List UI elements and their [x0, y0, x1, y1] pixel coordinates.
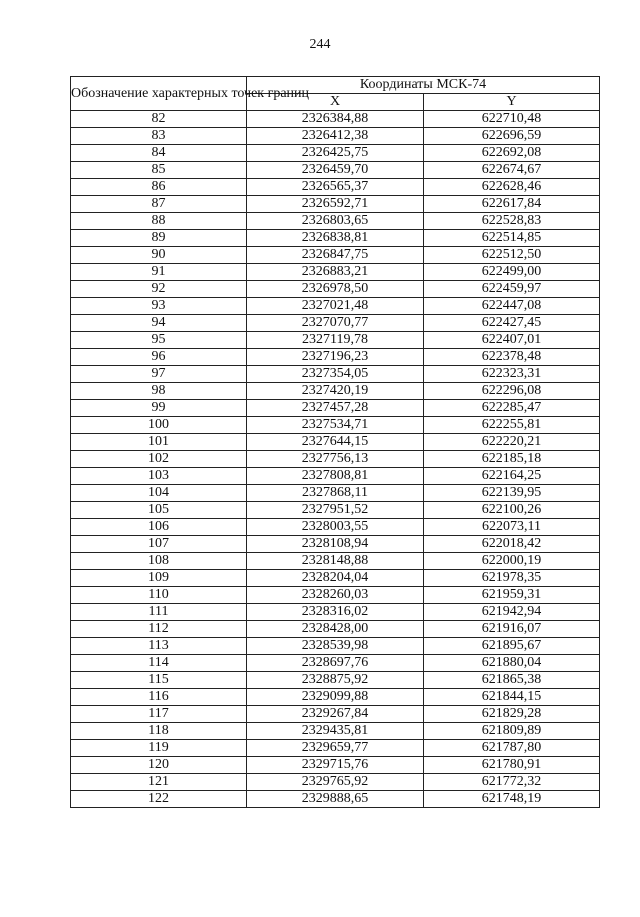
x-coordinate-cell: 2328697,76: [247, 655, 424, 672]
table-row: [71, 604, 600, 621]
y-coordinate-cell: 622000,19: [424, 553, 600, 570]
point-id-cell: 95: [71, 332, 247, 349]
x-coordinate-cell: 2327808,81: [247, 468, 424, 485]
point-id-cell: 119: [71, 740, 247, 757]
point-id-cell: 98: [71, 383, 247, 400]
table-row: [71, 400, 600, 417]
table-row: [71, 570, 600, 587]
point-id-cell: 83: [71, 128, 247, 145]
y-coordinate-cell: 622692,08: [424, 145, 600, 162]
table-row: [71, 519, 600, 536]
y-coordinate-cell: 621865,38: [424, 672, 600, 689]
x-coordinate-cell: 2326425,75: [247, 145, 424, 162]
x-coordinate-cell: 2326412,38: [247, 128, 424, 145]
x-coordinate-cell: 2328875,92: [247, 672, 424, 689]
y-coordinate-cell: 621844,15: [424, 689, 600, 706]
point-id-cell: 97: [71, 366, 247, 383]
x-coordinate-cell: 2327534,71: [247, 417, 424, 434]
point-id-cell: 120: [71, 757, 247, 774]
x-coordinate-cell: 2326883,21: [247, 264, 424, 281]
y-coordinate-cell: 622185,18: [424, 451, 600, 468]
x-coordinate-cell: 2326384,88: [247, 111, 424, 128]
coordinates-system-header: Координаты МСК-74: [247, 77, 600, 94]
y-coordinate-cell: 622323,31: [424, 366, 600, 383]
table-row: [71, 196, 600, 213]
point-id-cell: 114: [71, 655, 247, 672]
y-coordinate-cell: 621780,91: [424, 757, 600, 774]
y-coordinate-cell: 621959,31: [424, 587, 600, 604]
y-coordinate-cell: 622628,46: [424, 179, 600, 196]
point-id-cell: 85: [71, 162, 247, 179]
table-row: [71, 145, 600, 162]
table-row: [71, 162, 600, 179]
y-coordinate-cell: 622164,25: [424, 468, 600, 485]
x-coordinate-cell: 2329099,88: [247, 689, 424, 706]
x-coordinate-cell: 2329435,81: [247, 723, 424, 740]
table-row: [71, 230, 600, 247]
x-coordinate-cell: 2326978,50: [247, 281, 424, 298]
x-coordinate-cell: 2328108,94: [247, 536, 424, 553]
point-id-cell: 118: [71, 723, 247, 740]
x-coordinate-cell: 2326592,71: [247, 196, 424, 213]
y-coordinate-cell: 621809,89: [424, 723, 600, 740]
table-row: [71, 111, 600, 128]
x-coordinate-cell: 2327070,77: [247, 315, 424, 332]
y-coordinate-cell: 622674,67: [424, 162, 600, 179]
x-coordinate-cell: 2328260,03: [247, 587, 424, 604]
table-row: [71, 434, 600, 451]
y-coordinate-cell: 621748,19: [424, 791, 600, 808]
x-coordinate-cell: 2326459,70: [247, 162, 424, 179]
point-id-cell: 88: [71, 213, 247, 230]
table-row: [71, 706, 600, 723]
table-row: [71, 791, 600, 808]
x-coordinate-cell: 2327420,19: [247, 383, 424, 400]
x-coordinate-cell: 2327868,11: [247, 485, 424, 502]
points-column-header: Обозначение характерных точек границ: [71, 77, 247, 111]
table-row: [71, 349, 600, 366]
table-row: [71, 655, 600, 672]
y-coordinate-cell: 622139,95: [424, 485, 600, 502]
table-row: [71, 553, 600, 570]
x-coordinate-cell: 2329888,65: [247, 791, 424, 808]
point-id-cell: 117: [71, 706, 247, 723]
table-body: [71, 111, 600, 808]
y-coordinate-cell: 622710,48: [424, 111, 600, 128]
y-coordinate-cell: 621787,80: [424, 740, 600, 757]
y-coordinate-cell: 622296,08: [424, 383, 600, 400]
x-coordinate-cell: 2327354,05: [247, 366, 424, 383]
point-id-cell: 113: [71, 638, 247, 655]
point-id-cell: 107: [71, 536, 247, 553]
x-coordinate-cell: 2327196,23: [247, 349, 424, 366]
table-row: [71, 536, 600, 553]
point-id-cell: 111: [71, 604, 247, 621]
x-coordinate-cell: 2326847,75: [247, 247, 424, 264]
y-coordinate-cell: 622220,21: [424, 434, 600, 451]
table-row: [71, 315, 600, 332]
point-id-cell: 103: [71, 468, 247, 485]
y-coordinate-cell: 622696,59: [424, 128, 600, 145]
table-row: [71, 247, 600, 264]
point-id-cell: 104: [71, 485, 247, 502]
y-coordinate-cell: 621978,35: [424, 570, 600, 587]
point-id-cell: 116: [71, 689, 247, 706]
x-coordinate-cell: 2326838,81: [247, 230, 424, 247]
point-id-cell: 105: [71, 502, 247, 519]
y-column-header: Y: [424, 94, 600, 111]
point-id-cell: 84: [71, 145, 247, 162]
y-coordinate-cell: 621880,04: [424, 655, 600, 672]
table-row: [71, 723, 600, 740]
table-row: [71, 383, 600, 400]
x-coordinate-cell: 2328204,04: [247, 570, 424, 587]
x-coordinate-cell: 2329659,77: [247, 740, 424, 757]
y-coordinate-cell: 622447,08: [424, 298, 600, 315]
x-coordinate-cell: 2328428,00: [247, 621, 424, 638]
x-coordinate-cell: 2328316,02: [247, 604, 424, 621]
table-row: [71, 468, 600, 485]
point-id-cell: 94: [71, 315, 247, 332]
point-id-cell: 96: [71, 349, 247, 366]
x-coordinate-cell: 2327119,78: [247, 332, 424, 349]
point-id-cell: 92: [71, 281, 247, 298]
x-coordinate-cell: 2329765,92: [247, 774, 424, 791]
point-id-cell: 106: [71, 519, 247, 536]
y-coordinate-cell: 622407,01: [424, 332, 600, 349]
coordinates-table: [70, 76, 600, 808]
y-coordinate-cell: 621829,28: [424, 706, 600, 723]
y-coordinate-cell: 622378,48: [424, 349, 600, 366]
table-row: [71, 298, 600, 315]
point-id-cell: 87: [71, 196, 247, 213]
x-coordinate-cell: 2327021,48: [247, 298, 424, 315]
table-row: [71, 417, 600, 434]
table-row: [71, 638, 600, 655]
table-row: [71, 451, 600, 468]
x-coordinate-cell: 2327644,15: [247, 434, 424, 451]
point-id-cell: 100: [71, 417, 247, 434]
point-id-cell: 89: [71, 230, 247, 247]
table-row: [71, 128, 600, 145]
point-id-cell: 90: [71, 247, 247, 264]
table-row: [71, 621, 600, 638]
point-id-cell: 122: [71, 791, 247, 808]
table-row: [71, 213, 600, 230]
table-row: [71, 502, 600, 519]
table-row: [71, 740, 600, 757]
x-coordinate-cell: 2327951,52: [247, 502, 424, 519]
y-coordinate-cell: 622499,00: [424, 264, 600, 281]
x-coordinate-cell: 2328003,55: [247, 519, 424, 536]
x-coordinate-cell: 2327457,28: [247, 400, 424, 417]
point-id-cell: 102: [71, 451, 247, 468]
point-id-cell: 109: [71, 570, 247, 587]
x-coordinate-cell: 2329715,76: [247, 757, 424, 774]
y-coordinate-cell: 622459,97: [424, 281, 600, 298]
point-id-cell: 110: [71, 587, 247, 604]
x-coordinate-cell: 2327756,13: [247, 451, 424, 468]
x-coordinate-cell: 2328148,88: [247, 553, 424, 570]
table-row: [71, 485, 600, 502]
table-row: [71, 587, 600, 604]
table-row: [71, 281, 600, 298]
y-coordinate-cell: 622427,45: [424, 315, 600, 332]
y-coordinate-cell: 621942,94: [424, 604, 600, 621]
y-coordinate-cell: 622100,26: [424, 502, 600, 519]
table-row: [71, 689, 600, 706]
table-row: [71, 672, 600, 689]
y-coordinate-cell: 622285,47: [424, 400, 600, 417]
point-id-cell: 112: [71, 621, 247, 638]
point-id-cell: 101: [71, 434, 247, 451]
y-coordinate-cell: 622514,85: [424, 230, 600, 247]
y-coordinate-cell: 621895,67: [424, 638, 600, 655]
table-row: [71, 179, 600, 196]
y-coordinate-cell: 622617,84: [424, 196, 600, 213]
point-id-cell: 86: [71, 179, 247, 196]
y-coordinate-cell: 622073,11: [424, 519, 600, 536]
table-row: [71, 332, 600, 349]
header-row: [71, 77, 600, 94]
point-id-cell: 99: [71, 400, 247, 417]
point-id-cell: 91: [71, 264, 247, 281]
x-coordinate-cell: 2326565,37: [247, 179, 424, 196]
point-id-cell: 108: [71, 553, 247, 570]
table-row: [71, 366, 600, 383]
table-row: [71, 264, 600, 281]
point-id-cell: 121: [71, 774, 247, 791]
y-coordinate-cell: 622018,42: [424, 536, 600, 553]
table-row: [71, 774, 600, 791]
y-coordinate-cell: 622255,81: [424, 417, 600, 434]
point-id-cell: 82: [71, 111, 247, 128]
point-id-cell: 93: [71, 298, 247, 315]
y-coordinate-cell: 621772,32: [424, 774, 600, 791]
table-row: [71, 757, 600, 774]
table-header: [71, 77, 600, 111]
y-coordinate-cell: 621916,07: [424, 621, 600, 638]
page-number: 244: [309, 37, 331, 52]
x-coordinate-cell: 2326803,65: [247, 213, 424, 230]
y-coordinate-cell: 622528,83: [424, 213, 600, 230]
x-column-header: X: [247, 94, 424, 111]
point-id-cell: 115: [71, 672, 247, 689]
x-coordinate-cell: 2328539,98: [247, 638, 424, 655]
y-coordinate-cell: 622512,50: [424, 247, 600, 264]
x-coordinate-cell: 2329267,84: [247, 706, 424, 723]
